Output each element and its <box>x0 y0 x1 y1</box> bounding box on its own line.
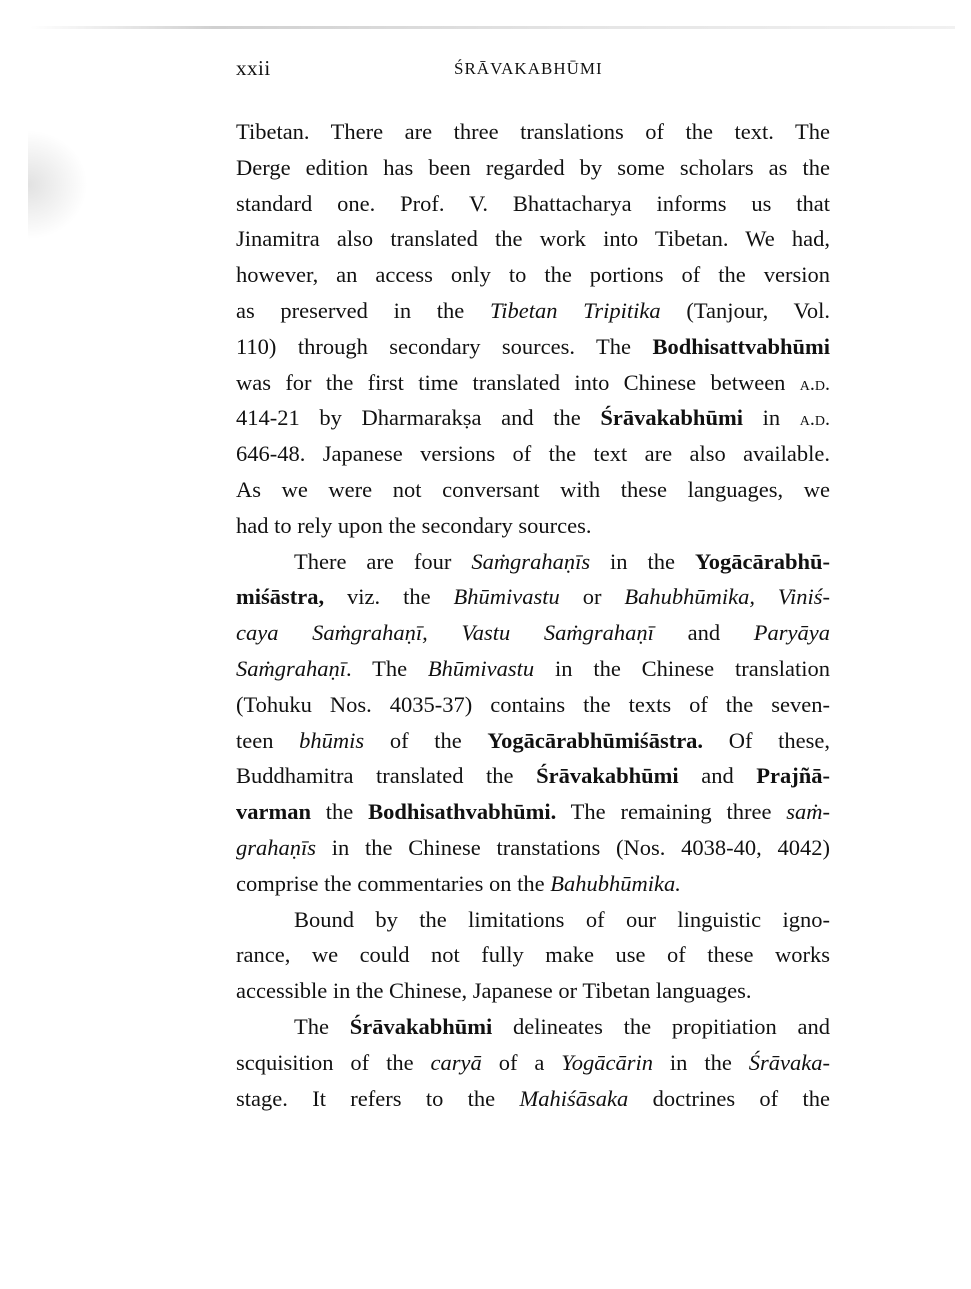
text-segment: in the <box>653 1049 749 1075</box>
text-segment: Saṁgrahaṇī <box>236 655 347 681</box>
text-segment: Mahiśāsaka <box>519 1085 629 1111</box>
text-segment: and <box>653 620 754 646</box>
text-segment: Bhūmivastu <box>427 655 535 681</box>
text-line <box>236 579 830 615</box>
text-segment: grahaṇīs <box>236 834 317 860</box>
text-segment: or <box>559 584 625 610</box>
text-line <box>236 150 830 186</box>
text-segment: Bhūmivastu <box>453 584 560 610</box>
text-segment: had to rely upon the secondary sources. <box>236 512 592 538</box>
text-segment: Jinamitra also translated the work into Tibetan. We had, <box>236 226 830 252</box>
text-segment: of a <box>481 1049 562 1075</box>
text-segment: (Tohuku Nos. 4035-37) contains the texts of the seven- <box>236 691 830 717</box>
text-segment: Bound by the limitations of our linguistic igno- <box>294 906 830 932</box>
text-segment: Yogācārabhūmiśāstra. <box>487 727 704 753</box>
scan-edge-line <box>30 26 955 29</box>
text-line <box>236 257 830 293</box>
text-segment: Paryāya <box>753 620 830 646</box>
text-segment: varman <box>236 799 311 825</box>
text-segment: was for the first time translated into Chinese between <box>236 369 800 395</box>
text-line <box>236 1045 830 1081</box>
text-line <box>236 1081 830 1117</box>
text-segment: in the Chinese transtations (Nos. 4038-40, 4042) <box>316 834 830 860</box>
text-segment: of the <box>364 727 488 753</box>
text-segment: the <box>311 799 369 825</box>
text-segment: in <box>742 405 800 431</box>
text-segment: standard one. Prof. V. Bhattacharya informs us that <box>236 190 830 216</box>
text-segment: scquisition of the <box>236 1049 431 1075</box>
text-segment: caya Saṁgrahaṇī, Vastu Saṁgrahaṇī <box>236 620 654 646</box>
text-segment: As we were not conversant with these languages, we <box>236 476 830 502</box>
text-segment: miśāstra, <box>236 584 325 610</box>
text-segment: (Tanjour, Vol. <box>660 297 831 323</box>
running-title: ŚRĀVAKABHŪMI <box>454 59 603 78</box>
text-segment: rance, we could not fully make use of these works <box>236 942 830 968</box>
text-line <box>236 186 830 222</box>
text-line <box>236 758 830 794</box>
text-line <box>236 973 830 1009</box>
text-line <box>236 615 830 651</box>
text-line <box>236 902 830 938</box>
text-line <box>236 866 830 902</box>
text-line <box>236 472 830 508</box>
text-line <box>236 723 830 759</box>
text-line <box>236 651 830 687</box>
text-segment: Bodhisattvabhūmi <box>652 333 830 359</box>
text-segment: in the <box>590 548 695 574</box>
text-segment: in the Chinese translation <box>534 655 830 681</box>
text-segment: The remaining three <box>556 799 787 825</box>
text-segment: Śrāvakabhūmi <box>600 405 743 431</box>
text-segment: Saṁgrahaṇīs <box>471 548 591 574</box>
text-segment: viz. the <box>324 584 454 610</box>
text-segment: Yogācārin <box>561 1049 653 1075</box>
page-number: xxii <box>236 56 271 80</box>
text-segment: Śrāvakabhūmi <box>349 1013 493 1039</box>
text-segment: Bahubhūmika, Viniś- <box>624 584 830 610</box>
text-line <box>236 114 830 150</box>
text-segment: accessible in the Chinese, Japanese or Tibetan languages. <box>236 978 752 1004</box>
text-segment: Śrāvaka- <box>748 1049 831 1075</box>
running-head <box>236 56 830 82</box>
text-segment: Buddhamitra translated the <box>236 763 537 789</box>
text-line <box>236 687 830 723</box>
text-segment: Of these, <box>703 727 830 753</box>
text-segment: There are four <box>294 548 472 574</box>
text-segment: bhūmis <box>299 727 365 753</box>
text-segment: delineates the propitiation and <box>492 1013 830 1039</box>
text-segment: saṁ- <box>786 799 830 825</box>
text-segment: a.d. <box>799 372 830 395</box>
text-line <box>236 436 830 472</box>
text-segment: caryā <box>430 1049 482 1075</box>
text-line <box>236 508 830 544</box>
text-segment: and <box>678 763 757 789</box>
text-segment: as preserved in the <box>236 297 490 323</box>
text-line <box>236 937 830 973</box>
text-segment: Bodhisathvabhūmi. <box>368 799 557 825</box>
text-segment: Yogācārabhū- <box>694 548 830 574</box>
text-line <box>236 1009 830 1045</box>
text-segment: . The <box>346 655 428 681</box>
text-segment: 414-21 by Dharmarakṣa and the <box>236 405 601 431</box>
text-segment: Tibetan. There are three translations of the text. The <box>236 119 830 144</box>
text-line <box>236 830 830 866</box>
scan-shadow <box>28 130 88 240</box>
text-segment: Bahubhūmika. <box>550 870 681 896</box>
text-segment: Śrāvakabhūmi <box>536 763 679 789</box>
body-text <box>236 114 830 1116</box>
text-line <box>236 400 830 436</box>
text-segment: teen <box>236 727 300 753</box>
text-segment: The <box>294 1013 350 1039</box>
text-segment: Derge edition has been regarded by some scholars as the <box>236 154 830 180</box>
text-line <box>236 293 830 329</box>
text-segment: stage. It refers to the <box>236 1085 520 1111</box>
text-segment: Prajñā- <box>756 763 830 789</box>
text-segment: doctrines of the <box>628 1085 830 1111</box>
text-segment: however, an access only to the portions of the version <box>236 262 830 288</box>
text-line <box>236 544 830 580</box>
text-line <box>236 794 830 830</box>
text-segment: 110) through secondary sources. The <box>236 333 653 359</box>
text-line <box>236 365 830 401</box>
text-segment: 646-48. Japanese versions of the text are also available. <box>236 441 830 467</box>
text-line <box>236 221 830 257</box>
text-line <box>236 329 830 365</box>
text-segment: Tibetan Tripitika <box>489 297 661 323</box>
text-segment: comprise the commentaries on the <box>236 870 551 896</box>
text-segment: a.d. <box>799 408 830 431</box>
